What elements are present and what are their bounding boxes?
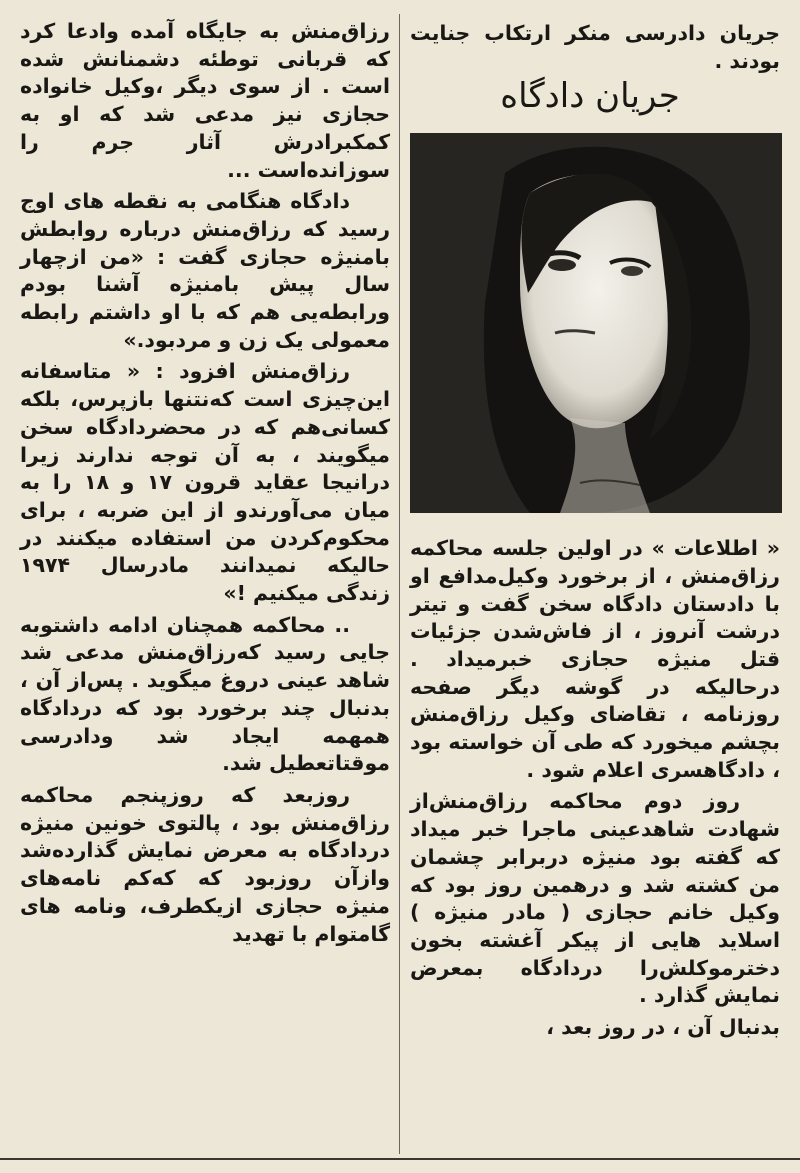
right-column xyxy=(410,20,780,1042)
section-headline: جریان دادگاه xyxy=(500,76,680,117)
bottom-rule xyxy=(0,1158,800,1160)
right-paragraph-3: بدنبال آن ، در روز بعد ، xyxy=(546,1015,780,1040)
right-paragraph-1: « اطلاعات » در اولین جلسه محاکمه رزاق‌منش ، از برخورد وکیل‌مدافع او با دادستان دادگاه سخن گفت و تیتر درشت آنروز ، از فاش‌شدن جزئیات قتل منیژه حجازی خبرمیداد . درحالیکه در گوشه دیگر صفحه روزنامه ، تقاضای وکیل رزاق‌منش بچشم میخورد که طی آن خواسته بود ، دادگاهسری اعلام شود . xyxy=(410,536,780,782)
right-paragraph-2: روز دوم محاکمه رزاق‌منش‌از شهادت شاهدعینی ماجرا خبر میداد که گفته بود منیژه دربرابر چشمان من کشته شد و درهمین روز بود که وکیل خانم حجازی ( مادر منیژه ) اسلاید هایی از پیکر آغشته بخون دخترموکلش‌را دردادگاه بمعرض نمایش گذارد . xyxy=(410,789,780,1008)
intro-text: جریان دادرسی منکر ارتکاب جنایت بودند . xyxy=(410,21,780,73)
left-paragraph-4: .. محاکمه همچنان ادامه داشتوبه جایی رسید که‌رزاق‌منش مدعی شد شاهد عینی دروغ میگوید . پس‌از آن ، بدنبال چند برخورد بود که دردادگاه همهمه ایجاد شد ودادرسی موقتاتعطیل شد. xyxy=(20,612,390,776)
left-paragraph-3: رزاق‌منش افزود : « متاسفانه این‌چیزی است کەنتنها بازپرس، بلکه کسانی‌هم که در محضردادگاه سخن میگویند ، به آن توجه ندارند زیرا درانیجا عقاید قرون ۱۷ و ۱۸ را به میان می‌آورندو از این ضربه ، برای محکوم‌کردن من استفاده میکنند در حالیکه نمیدانند مادرسال ۱۹۷۴ زندگی میکنیم !» xyxy=(20,359,390,606)
right-body xyxy=(410,535,780,1042)
left-paragraph-1: رزاق‌منش به جایگاه آمده وادعا کرد که قربانی توطئه دشمنانش شده است . از سوی دیگر ،وکیل خانواده حجازی نیز مدعی شد که او به کمکبرادرش آثار جرم را سوزانده‌است ... xyxy=(20,19,390,182)
portrait-photo xyxy=(410,133,782,513)
column-divider xyxy=(399,14,400,1154)
left-column xyxy=(20,18,390,948)
left-paragraph-2: دادگاه هنگامی به نقطه های اوج رسید که رزاق‌منش درباره روابطش بامنیژه حجازی گفت : «من ازچهار سال پیش بامنیژه آشنا بودم ورابطه‌یی هم که با او داشتم رابطه معمولی یک زن و مردبود.» xyxy=(20,189,390,352)
left-paragraph-5: روزبعد که روزپنجم محاکمه رزاق‌منش بود ، پالتوی خونین منیژه دردادگاه به معرض نمایش گذاردەشد وازآن روزبود که کەکم نامەهای منیژه حجازی ازیکطرف، ونامه های گامتوام با تهدید xyxy=(20,782,390,946)
